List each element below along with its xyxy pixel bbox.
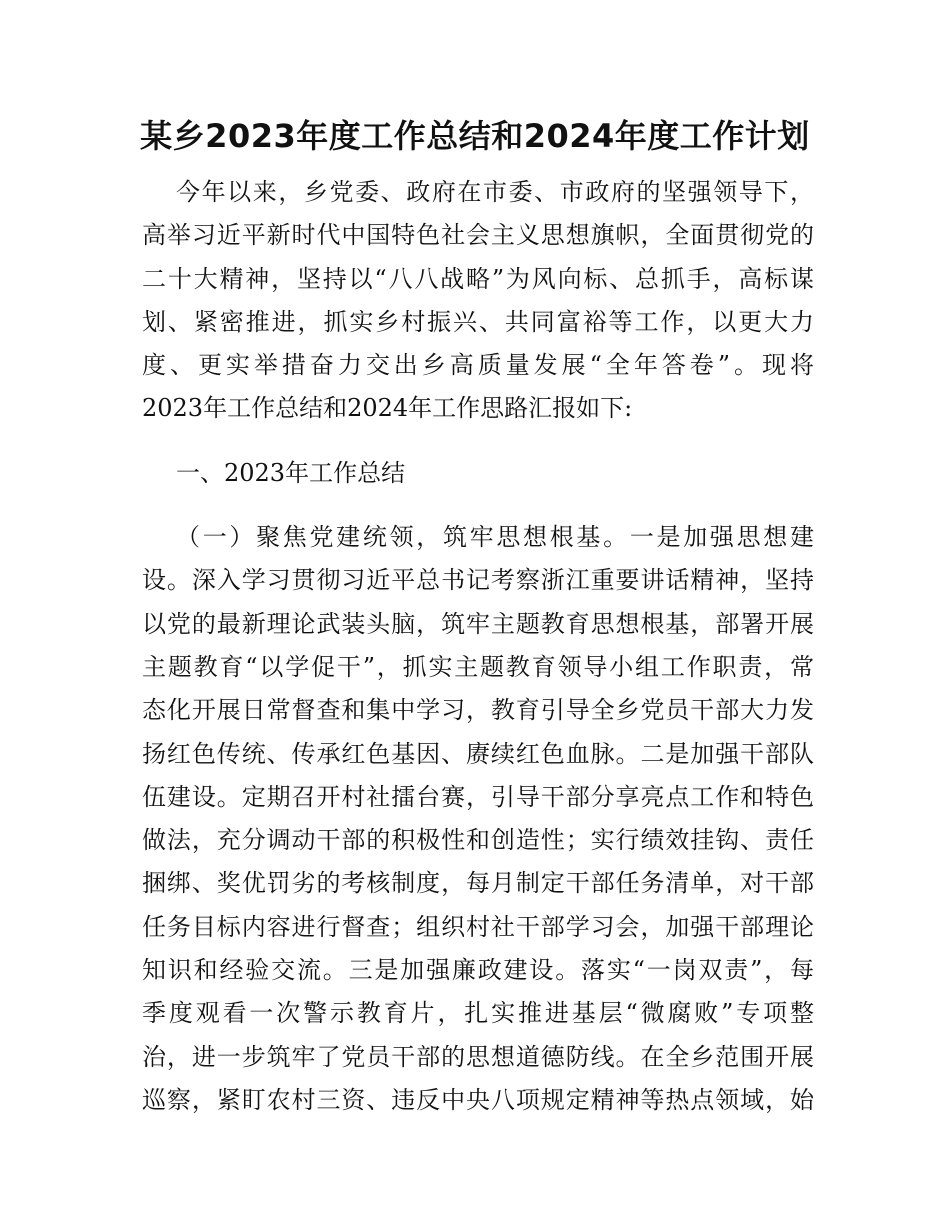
section-line-8: 做法，充分调动干部的积极性和创造性；实行绩效挂钩、责任 xyxy=(142,826,814,855)
paragraph-gap xyxy=(142,495,814,516)
section-line-14: 巡察，紧盯农村三资、违反中央八项规定精神等热点领域，始 xyxy=(142,1085,814,1114)
document-body xyxy=(142,171,814,1122)
section-line-2: 设。深入学习贯彻习近平总书记考察浙江重要讲话精神，坚持 xyxy=(142,566,814,595)
section-line-7: 伍建设。定期召开村社擂台赛，引导干部分享亮点工作和特色 xyxy=(142,782,814,811)
intro-line-5: 度、更实举措奋力交出乡高质量发展“全年答卷”。现将 xyxy=(142,351,814,380)
section-heading: 一、2023年工作总结 xyxy=(176,458,406,487)
section-line-5: 态化开展日常督查和集中学习，教育引导全乡党员干部大力发 xyxy=(142,696,814,725)
intro-line-3: 二十大精神，坚持以“八八战略”为风向标、总抓手，高标谋 xyxy=(142,264,814,293)
section-line-6: 扬红色传统、传承红色基因、赓续红色血脉。二是加强干部队 xyxy=(142,739,814,768)
intro-line-4: 划、紧密推进，抓实乡村振兴、共同富裕等工作，以更大力 xyxy=(142,307,814,336)
paragraph-gap xyxy=(142,431,814,452)
section-line-9: 捆绑、奖优罚劣的考核制度，每月制定干部任务清单，对干部 xyxy=(142,869,814,898)
document-title: 某乡2023年度工作总结和2024年度工作计划 xyxy=(140,117,810,155)
intro-line-6: 2023年工作总结和2024年工作思路汇报如下: xyxy=(142,394,633,423)
section-line-13: 治，进一步筑牢了党员干部的思想道德防线。在全乡范围开展 xyxy=(142,1042,814,1071)
intro-line-2: 高举习近平新时代中国特色社会主义思想旗帜，全面贯彻党的 xyxy=(142,221,814,250)
intro-line-1: 今年以来，乡党委、政府在市委、市政府的坚强领导下， xyxy=(176,178,814,206)
section-line-10: 任务目标内容进行督查；组织村社干部学习会，加强干部理论 xyxy=(142,912,814,941)
section-line-1: （一）聚焦党建统领，筑牢思想根基。一是加强思想建 xyxy=(176,523,814,552)
section-line-3: 以党的最新理论武装头脑，筑牢主题教育思想根基，部署开展 xyxy=(142,609,814,638)
section-line-4: 主题教育“以学促干”，抓实主题教育领导小组工作职责，常 xyxy=(142,652,814,681)
section-line-12: 季度观看一次警示教育片，扎实推进基层“微腐败”专项整 xyxy=(142,999,814,1028)
section-line-11: 知识和经验交流。三是加强廉政建设。落实“一岗双责”，每 xyxy=(142,956,814,985)
